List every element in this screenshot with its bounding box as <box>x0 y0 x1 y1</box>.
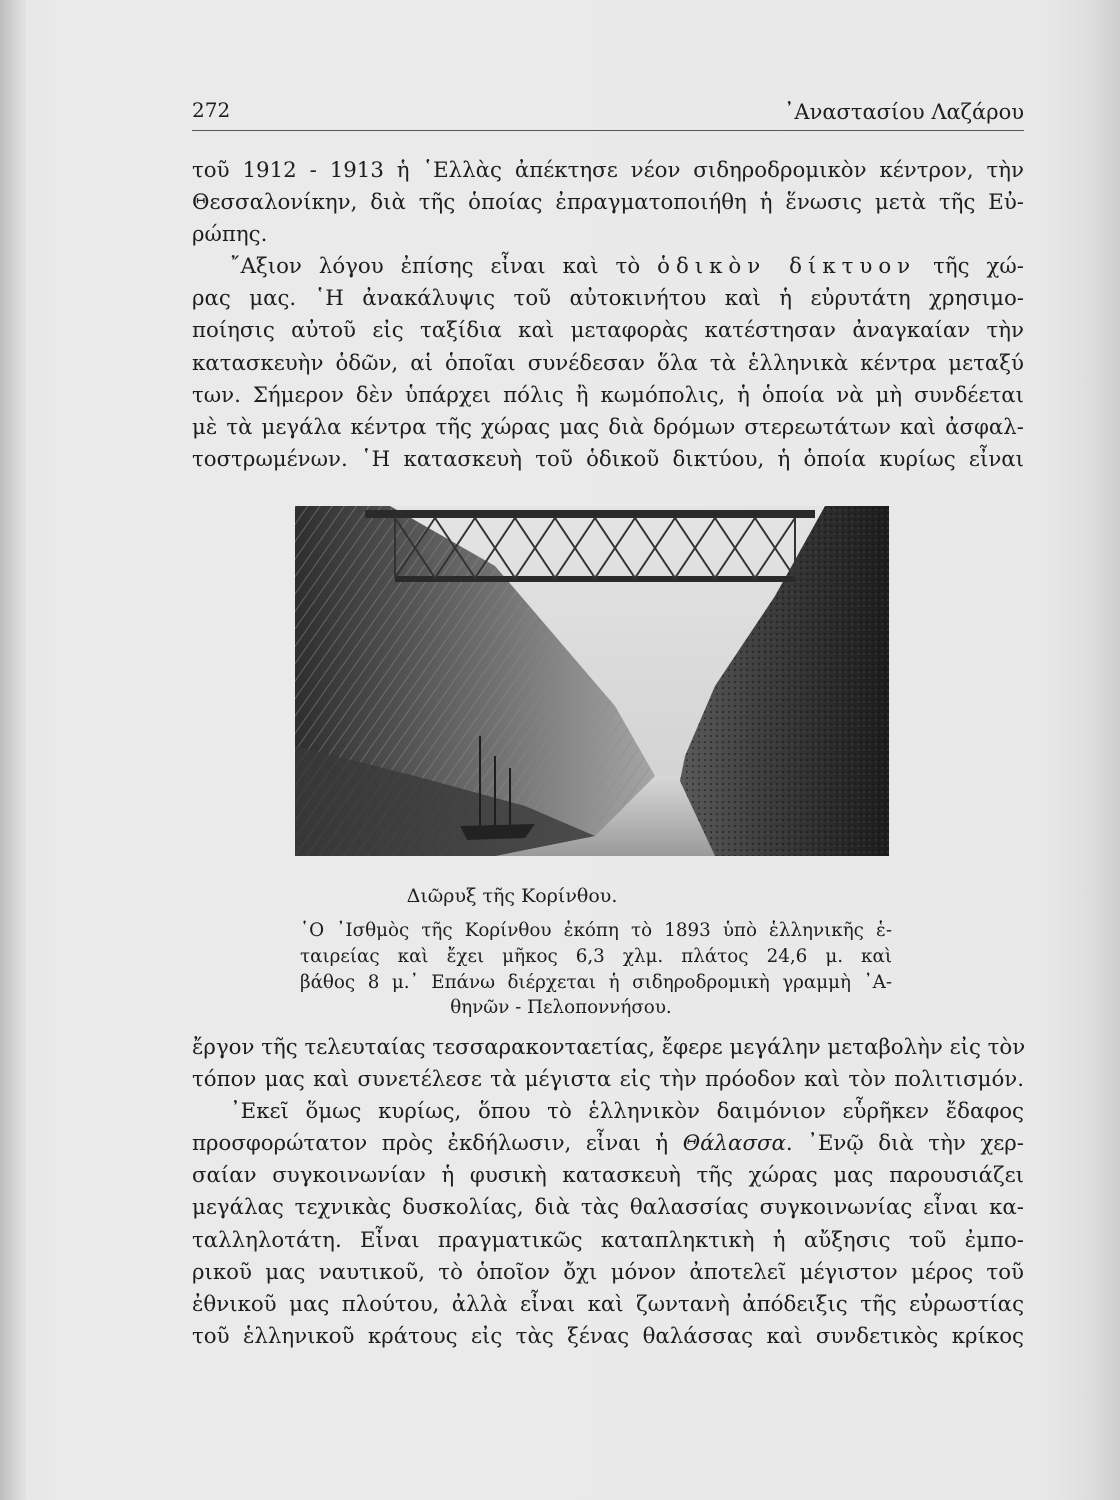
page-header <box>192 98 1024 131</box>
text-line: τοῦ ἑλληνικοῦ κράτους εἰς τὰς ξένας θαλάσσας καὶ συνδετικὸς κρίκος <box>192 1323 1024 1349</box>
text-fragment: . ᾿Ενῷ διὰ τὴν χερ- <box>785 1131 1024 1157</box>
text-line <box>192 1128 1024 1160</box>
text-line: ρας μας. ῾Η ἀνακάλυψις τοῦ αὐτοκινήτου καὶ ἡ εὐρυτάτη χρησιμο- <box>192 286 1024 312</box>
text-line: ρώπης. <box>192 222 268 248</box>
corinth-canal-photo <box>295 506 889 856</box>
emphasized-term: ὁδικὸν δίκτυον <box>657 254 917 280</box>
text-line: ἐθνικοῦ μας πλούτου, ἀλλὰ εἶναι καὶ ζωντανὴ ἀπόδειξις τῆς εὐρωστίας <box>192 1291 1024 1317</box>
text-line: μὲ τὰ μεγάλα κέντρα τῆς χώρας μας διὰ δρόμων στερεωτάτων καὶ ἀσφαλ- <box>192 414 1024 440</box>
text-line: Θεσσαλονίκην, διὰ τῆς ὁποίας ἐπραγματοποιήθη ἡ ἕνωσις μετὰ τῆς Εὐ- <box>192 190 1024 216</box>
caption-line: θηνῶν - Πελοποννήσου. <box>450 997 672 1019</box>
text-fragment: τῆς χώ- <box>933 254 1024 280</box>
page-number: 272 <box>192 98 231 122</box>
body-text-top <box>192 155 1024 476</box>
emphasized-term: Θάλασσα <box>682 1131 786 1157</box>
text-line: τοστρωμένων. ῾Η κατασκευὴ τοῦ ὁδικοῦ δικτύου, ἡ ὁποία κυρίως εἶναι <box>192 446 1024 472</box>
text-line: ρικοῦ μας ναυτικοῦ, τὸ ὁποῖον ὄχι μόνον ἀποτελεῖ μέγιστον μέρος τοῦ <box>192 1259 1024 1285</box>
text-line: ᾿Εκεῖ ὅμως κυρίως, ὅπου τὸ ἑλληνικὸν δαιμόνιον εὗρῆκεν ἔδαφος <box>230 1099 1024 1125</box>
figure-caption-title: Διῶρυξ τῆς Κορίνθου. <box>406 885 618 907</box>
text-line: ἔργον τῆς τελευταίας τεσσαρακονταετίας, ἔφερε μεγάλην μεταβολὴν εἰς τὸν <box>192 1035 1026 1060</box>
text-fragment: προσφορώτατον πρὸς ἐκδήλωσιν, εἶναι ἡ <box>192 1131 669 1157</box>
caption-line: βάθος 8 μ.᾿ Επάνω διέρχεται ἡ σιδηροδρομικὴ γραμμὴ ᾿Α- <box>300 971 892 993</box>
body-text-bottom <box>192 1032 1024 1353</box>
running-head-author: ᾿Αναστασίου Λαζάρου <box>783 100 1024 124</box>
text-line: ταλληλοτάτη. Εἶναι πραγματικῶς καταπληκτικὴ ἡ αὔξησις τοῦ ἐμπο- <box>192 1227 1024 1253</box>
text-line: τόπον μας καὶ συνετέλεσε τὰ μέγιστα εἰς τὴν πρόοδον καὶ τὸν πολιτισμόν. <box>192 1067 1024 1093</box>
caption-line: ταιρείας καὶ ἔχει μῆκος 6,3 χλμ. πλάτος 24,6 μ. καὶ <box>300 945 892 967</box>
text-fragment: ῎Αξιον λόγου ἐπίσης εἶναι καὶ τὸ <box>230 254 641 280</box>
text-line: μεγάλας τεχνικὰς δυσκολίας, διὰ τὰς θαλασσίας συγκοινωνίας εἶναι κα- <box>192 1195 1024 1221</box>
figure-caption-body <box>300 918 892 1021</box>
text-line <box>192 251 1024 283</box>
text-line: των. Σήμερον δὲν ὑπάρχει πόλις ἢ κωμόπολις, ἡ ὁποία νὰ μὴ συνδέεται <box>192 382 1024 408</box>
text-line: τοῦ 1912 - 1913 ἡ ῾Ελλὰς ἀπέκτησε νέον σιδηροδρομικὸν κέντρον, τὴν <box>192 158 1024 183</box>
book-spine-shadow <box>0 0 26 1500</box>
caption-line: ῾Ο ᾿Ισθμὸς τῆς Κορίνθου ἐκόπη τὸ 1893 ὑπὸ ἑλληνικῆς ἑ- <box>300 920 892 941</box>
text-line: κατασκευὴν ὁδῶν, αἱ ὁποῖαι συνέδεσαν ὅλα τὰ ἑλληνικὰ κέντρα μεταξύ <box>192 350 1024 376</box>
text-line: σαίαν συγκοινωνίαν ἡ φυσικὴ κατασκευὴ τῆς χώρας μας παρουσιάζει <box>192 1163 1024 1189</box>
text-line: ποίησις αὐτοῦ εἰς ταξίδια καὶ μεταφορὰς κατέστησαν ἀναγκαίαν τὴν <box>192 318 1024 344</box>
